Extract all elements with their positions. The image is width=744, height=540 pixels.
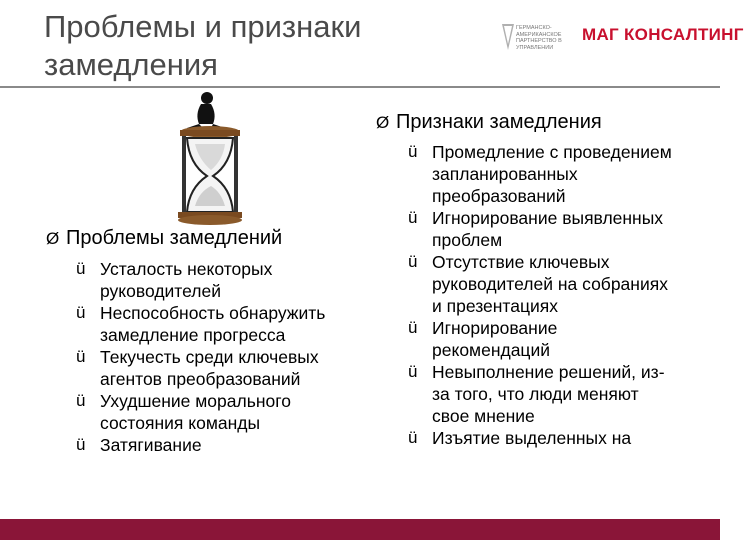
check-icon: ü	[76, 259, 86, 278]
left-heading-text: Проблемы замедлений	[66, 227, 283, 249]
logo-brand-name: МАГ КОНСАЛТИНГ	[582, 25, 744, 44]
check-icon: ü	[408, 208, 418, 227]
list-item-text: Игнорирование выявленных проблем	[432, 208, 664, 250]
check-icon: ü	[408, 362, 418, 381]
right-list	[408, 141, 676, 449]
check-icon: ü	[76, 435, 86, 454]
list-item	[76, 258, 338, 302]
check-icon: ü	[76, 391, 86, 410]
slide-title: Проблемы и признаки замедления	[44, 9, 362, 82]
list-item-text: Неспособность обнаружить замедление прогресса	[100, 303, 326, 345]
check-icon: ü	[408, 142, 418, 161]
check-icon: ü	[408, 428, 418, 447]
list-item-text: Усталость некоторых руководителей	[100, 259, 273, 301]
bullet-arrow-icon: Ø	[46, 229, 60, 248]
list-item	[408, 207, 676, 251]
list-item	[76, 302, 338, 346]
list-item-text: Текучесть среди ключевых агентов преобразований	[100, 347, 319, 389]
logo-tagline: ГЕРМАНСКО-АМЕРИКАНСКОЕ ПАРТНЕРСТВО В УПРАВЛЕНИИ	[516, 25, 562, 51]
list-item	[408, 251, 676, 317]
footer-bar	[0, 519, 720, 540]
list-item	[408, 141, 676, 207]
list-item	[76, 346, 338, 390]
list-item-text: Ухудшение морального состояния команды	[100, 391, 291, 433]
company-logo	[500, 22, 744, 62]
check-icon: ü	[408, 252, 418, 271]
list-item-text: Отсутствие ключевых руководителей на собраниях и презентациях	[432, 252, 668, 316]
list-item-text: Невыполнение решений, из-за того, что люди меняют свое мнение	[432, 362, 665, 426]
list-item	[408, 427, 676, 449]
check-icon: ü	[76, 347, 86, 366]
hourglass-figure-icon	[165, 84, 255, 234]
check-icon: ü	[76, 303, 86, 322]
list-item	[76, 434, 338, 456]
title-rule	[0, 86, 720, 88]
logo-emblem-icon	[500, 22, 516, 52]
list-item-text: Изъятие выделенных на	[432, 428, 632, 448]
list-item-text: Промедление с проведением запланированных преобразований	[432, 142, 672, 206]
right-heading-text: Признаки замедления	[396, 111, 602, 133]
list-item	[408, 361, 676, 427]
list-item-text: Затягивание	[100, 435, 202, 455]
bullet-arrow-icon: Ø	[376, 113, 390, 132]
left-heading	[46, 226, 282, 251]
left-list	[76, 258, 338, 456]
right-heading	[376, 110, 602, 135]
list-item	[408, 317, 676, 361]
list-item-text: Игнорирование рекомендаций	[432, 318, 558, 360]
check-icon: ü	[408, 318, 418, 337]
list-item	[76, 390, 338, 434]
